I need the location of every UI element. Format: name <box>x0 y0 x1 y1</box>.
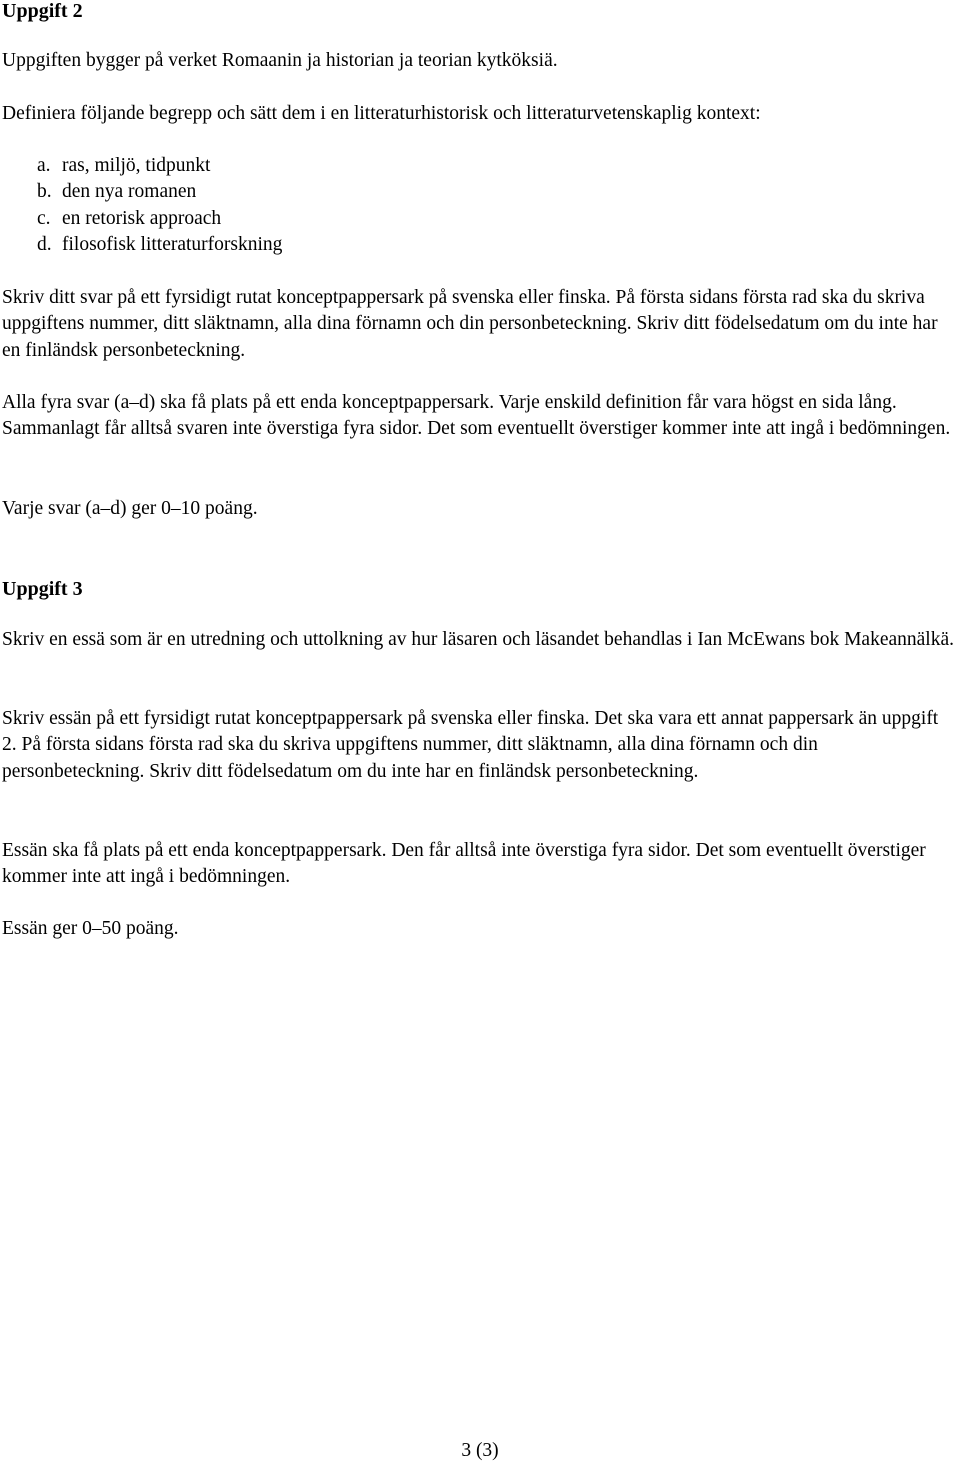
task2-intro: Uppgiften bygger på verket Romaanin ja historian ja teorian kytköksiä. <box>2 50 558 71</box>
task2-concept-list <box>37 153 282 258</box>
list-item <box>37 232 282 258</box>
task2-answer-instructions: Skriv ditt svar på ett fyrsidigt rutat konceptpappersark på svenska eller finska. På första sidans första rad ska du skriva uppgiftens nummer, ditt släktnamn, alla dina förnamn och din personbeteckning. Skriv ditt födelsedatum om du inte har en finländsk personbeteckning. <box>2 287 938 361</box>
list-marker: b. <box>37 181 52 203</box>
task2-instruction: Definiera följande begrepp och sätt dem i en litteraturhistorisk och litteraturvetenskaplig kontext: <box>2 103 761 124</box>
task3-points: Essän ger 0–50 poäng. <box>2 918 179 939</box>
task2-length-instructions: Alla fyra svar (a–d) ska få plats på ett enda konceptpappersark. Varje enskild definition får vara högst en sida lång. Sammanlagt får alltså svaren inte överstiga fyra sidor. Det som eventuellt överstiger kommer inte att ingå i bedömningen. <box>2 392 951 440</box>
task3-answer-instructions: Skriv essän på ett fyrsidigt rutat konceptpappersark på svenska eller finska. Det ska vara ett annat pappersark än uppgift 2. På första sidans första rad ska du skriva uppgiftens nummer, ditt släktnamn, alla dina förnamn och din personbeteckning. Skriv ditt födelsedatum om du inte har en finländsk personbeteckning. <box>2 708 939 782</box>
list-marker: d. <box>37 233 52 255</box>
task2-points: Varje svar (a–d) ger 0–10 poäng. <box>2 498 258 519</box>
list-item-text: den nya romanen <box>62 181 197 203</box>
list-item-text: ras, miljö, tidpunkt <box>62 155 211 176</box>
page-number: 3 (3) <box>461 1440 499 1461</box>
list-item <box>37 153 282 179</box>
list-item-text: filosofisk litteraturforskning <box>62 233 283 255</box>
task3-heading: Uppgift 3 <box>2 578 83 600</box>
list-item-text: en retorisk approach <box>62 207 222 229</box>
task3-intro: Skriv en essä som är en utredning och uttolkning av hur läsaren och läsandet behandlas i Ian McEwans bok Makeannälkä. <box>2 629 954 650</box>
task3-length-instructions: Essän ska få plats på ett enda konceptpappersark. Den får alltså inte överstiga fyra sidor. Det som eventuellt överstiger kommer inte att ingå i bedömningen. <box>2 840 926 888</box>
list-item <box>37 206 282 232</box>
task2-heading: Uppgift 2 <box>2 0 83 22</box>
list-marker: a. <box>37 155 51 176</box>
list-marker: c. <box>37 207 51 229</box>
list-item <box>37 179 282 205</box>
